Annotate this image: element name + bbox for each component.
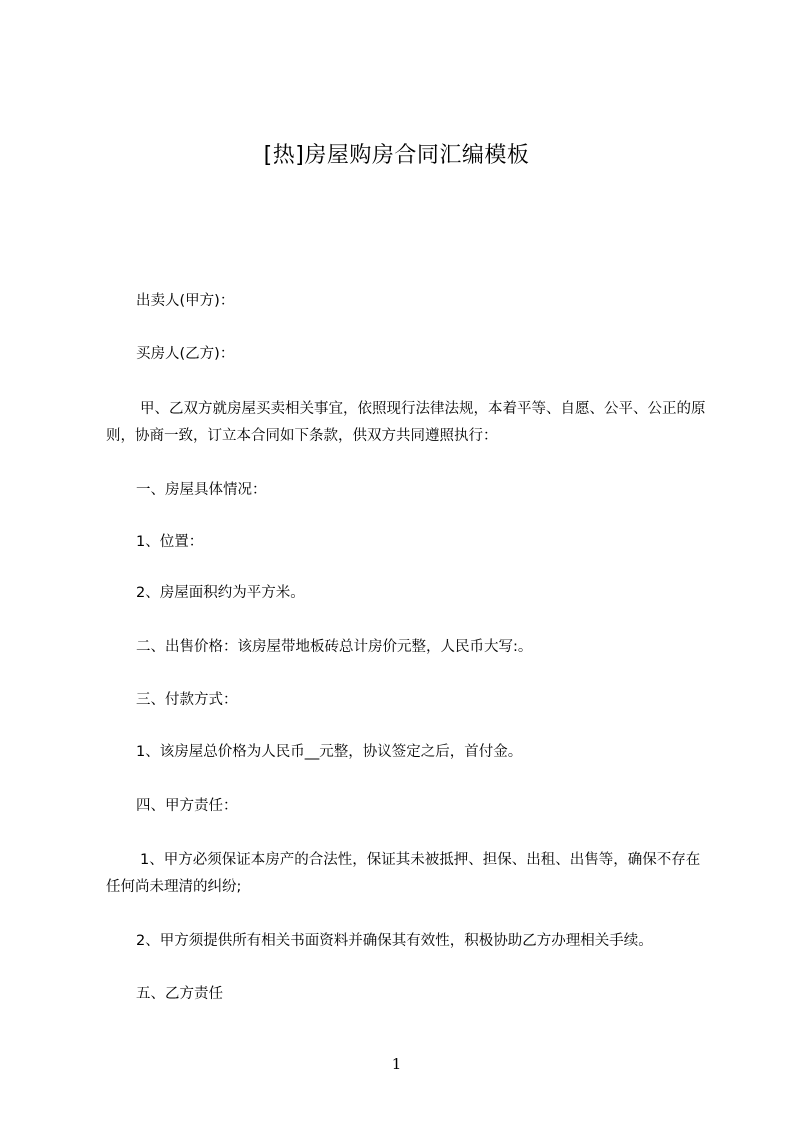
paragraph-payment-total: 1、该房屋总价格为人民币__元整，协议签定之后，首付金。 [136,744,523,760]
paragraph-preamble: 甲、乙双方就房屋买卖相关事宜，依照现行法律法规，本着平等、自愿、公平、公正的原则，协商一致，订立本合同如下条款，供双方共同遵照执行： [106,401,706,444]
section-heading-party-a-duties: 四、甲方责任： [136,798,238,814]
paragraph-seller: 出卖人(甲方)： [136,293,235,309]
paragraph-area: 2、房屋面积约为平方米。 [136,585,305,601]
paragraph-price: 二、出售价格：该房屋带地板砖总计房价元整，人民币大写:。 [136,639,533,655]
paragraph-party-a-duty-2: 2、甲方须提供所有相关书面资料并确保其有效性，积极协助乙方办理相关手续。 [136,933,653,949]
document-title: [热]房屋购房合同汇编模板 [263,143,530,168]
paragraph-location: 1、位置： [136,534,204,550]
section-heading-party-b-duties: 五、乙方责任 [136,986,223,1002]
page-number: 1 [391,1055,402,1073]
paragraph-buyer: 买房人(乙方)： [136,346,235,362]
section-heading-property: 一、房屋具体情况： [136,482,267,498]
paragraph-party-a-duty-1: 1、甲方必须保证本房产的合法性，保证其未被抵押、担保、出租、出售等，确保不存在任何尚未理清的纠纷; [106,852,701,895]
section-heading-payment: 三、付款方式： [136,692,238,708]
